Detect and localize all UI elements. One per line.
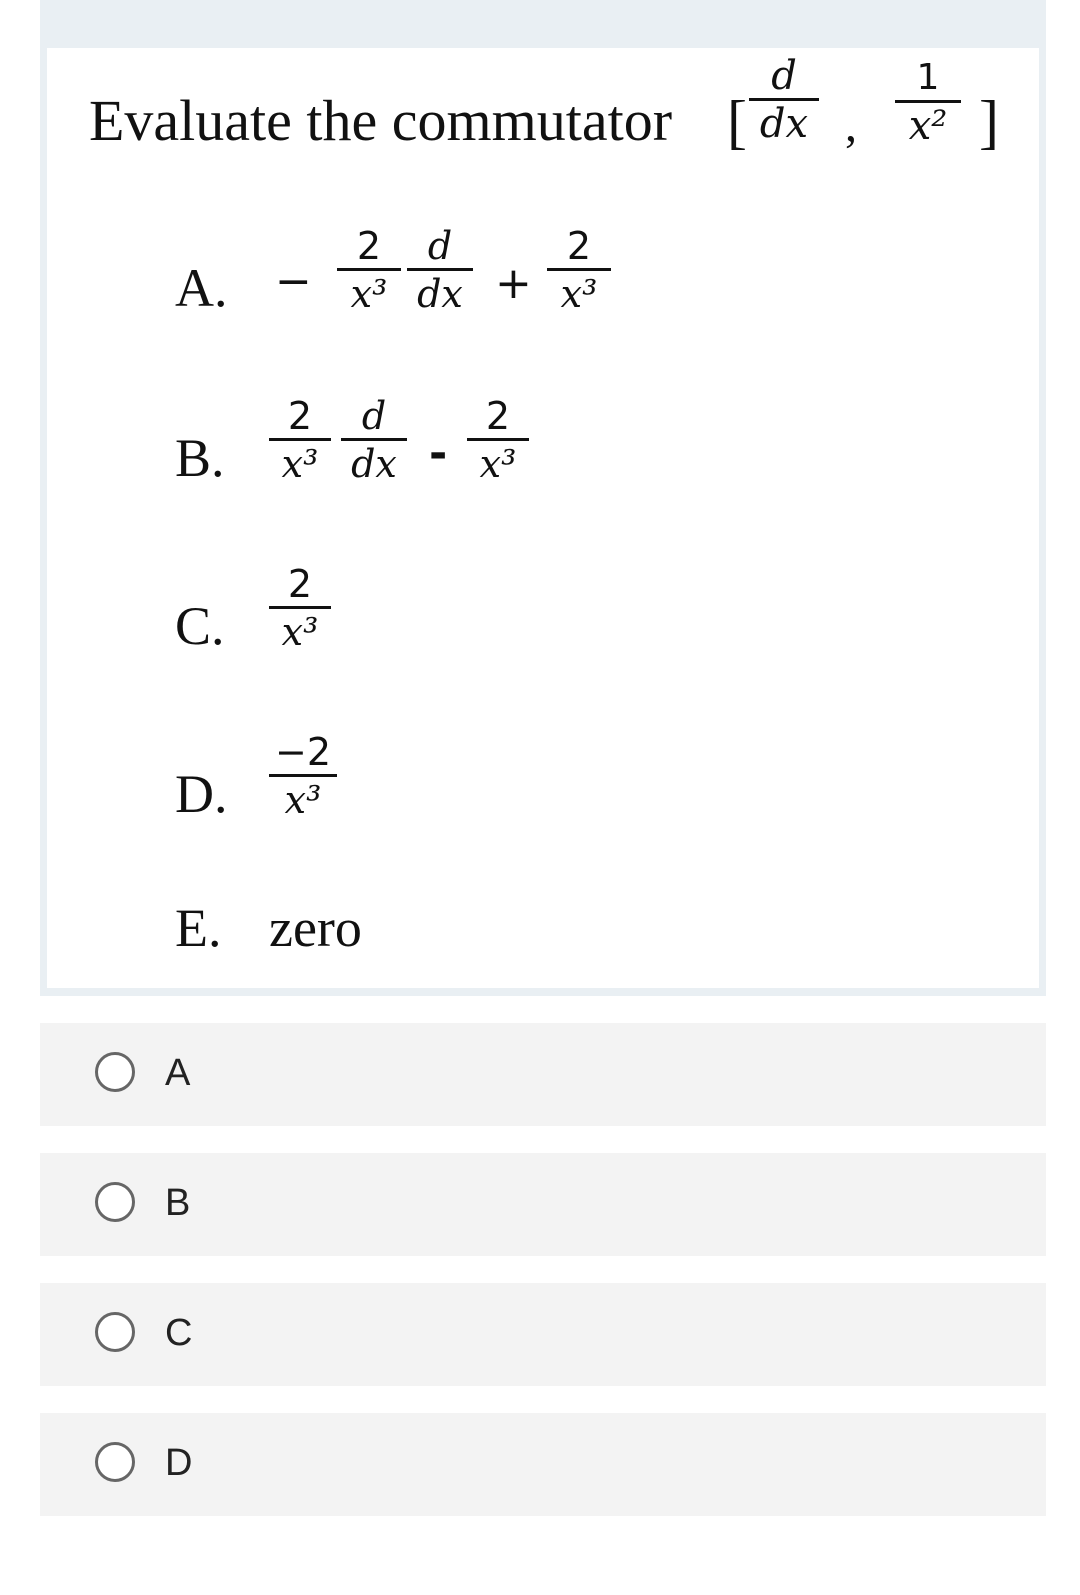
fraction-denominator: x² — [908, 103, 948, 149]
question-card — [40, 0, 1046, 996]
choice-b-fraction-d-dx: d dx — [341, 394, 407, 487]
choice-a-fraction-d-dx: d dx — [407, 224, 473, 317]
answer-option-label: A — [165, 1052, 191, 1094]
answer-option-label: C — [165, 1312, 193, 1354]
question-fraction-d-dx — [749, 54, 819, 147]
plus-sign: + — [495, 258, 532, 309]
minus-sign: - — [429, 428, 448, 479]
choice-b-fraction-2-x3-second: 2 x³ — [467, 394, 529, 487]
choice-d-fraction-neg2-x3: −2 x³ — [269, 730, 337, 823]
radio-circle-icon[interactable] — [95, 1182, 135, 1222]
choice-c-fraction-2-x3: 2 x³ — [269, 562, 331, 655]
choice-c-label: C. — [175, 596, 225, 656]
choice-a-fraction-2-x3: 2 x³ — [337, 224, 401, 317]
choice-d-label: D. — [175, 764, 228, 824]
answer-option-d[interactable] — [40, 1413, 1046, 1516]
question-fraction-1-x2 — [895, 56, 961, 149]
comma: , — [845, 99, 857, 152]
answer-option-label: D — [165, 1442, 193, 1484]
answer-option-label: B — [165, 1182, 191, 1224]
open-bracket: [ — [727, 89, 747, 155]
radio-circle-icon[interactable] — [95, 1442, 135, 1482]
choice-b-label: B. — [175, 428, 225, 488]
question-prompt: Evaluate the commutator — [89, 88, 673, 153]
answer-option-a[interactable] — [40, 1023, 1046, 1126]
radio-circle-icon[interactable] — [95, 1052, 135, 1092]
choice-a-fraction-2-x3-second: 2 x³ — [547, 224, 611, 317]
choice-a-label: A. — [175, 258, 228, 318]
radio-circle-icon[interactable] — [95, 1312, 135, 1352]
choice-b-fraction-2-x3: 2 x³ — [269, 394, 331, 487]
choice-e-label: E. — [175, 898, 222, 958]
fraction-numerator: 1 — [916, 57, 940, 98]
answer-option-b[interactable] — [40, 1153, 1046, 1256]
fraction-numerator: d — [771, 53, 797, 99]
minus-sign: − — [275, 256, 312, 307]
fraction-denominator: dx — [759, 101, 809, 147]
close-bracket: ] — [979, 89, 999, 155]
question-content — [47, 48, 1039, 988]
answer-option-c[interactable] — [40, 1283, 1046, 1386]
choice-e-text: zero — [269, 898, 362, 958]
